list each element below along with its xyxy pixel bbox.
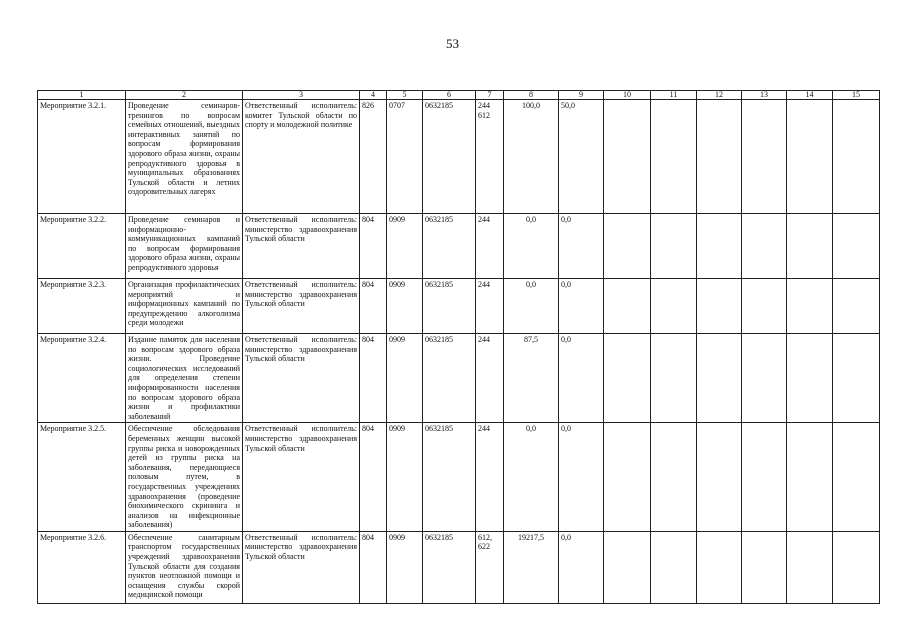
cell-col-9: 0,0 — [559, 334, 604, 423]
cell-col-8: 19217,5 — [504, 531, 559, 603]
cell-col-4: 826 — [360, 100, 387, 214]
cell-col-7: 244 — [476, 214, 504, 279]
cell-col-5: 0909 — [387, 334, 423, 423]
cell-col-6: 0632185 — [423, 334, 476, 423]
cell-col-13 — [742, 214, 787, 279]
column-number: 3 — [243, 91, 360, 100]
cell-col-15 — [833, 279, 880, 334]
activity-executor: Ответственный исполнитель: министерство здравоохранения Тульской области — [243, 531, 360, 603]
activity-id: Мероприятие 3.2.5. — [38, 423, 126, 532]
column-number: 5 — [387, 91, 423, 100]
cell-col-8: 100,0 — [504, 100, 559, 214]
page-number: 53 — [446, 36, 459, 51]
cell-col-7: 244 — [476, 279, 504, 334]
column-number: 15 — [833, 91, 880, 100]
cell-col-7: 244 — [476, 423, 504, 532]
cell-col-11 — [651, 279, 697, 334]
activity-executor: Ответственный исполнитель: министерство здравоохранения Тульской области — [243, 279, 360, 334]
cell-col-10 — [604, 423, 651, 532]
cell-col-4: 804 — [360, 279, 387, 334]
cell-col-5: 0909 — [387, 279, 423, 334]
column-number: 8 — [504, 91, 559, 100]
column-number: 6 — [423, 91, 476, 100]
column-number: 12 — [697, 91, 742, 100]
activity-id: Мероприятие 3.2.6. — [38, 531, 126, 603]
cell-col-10 — [604, 214, 651, 279]
cell-col-7: 244 612 — [476, 100, 504, 214]
cell-col-10 — [604, 279, 651, 334]
column-number: 7 — [476, 91, 504, 100]
cell-col-9: 50,0 — [559, 100, 604, 214]
column-number: 2 — [126, 91, 243, 100]
column-number: 9 — [559, 91, 604, 100]
cell-col-5: 0707 — [387, 100, 423, 214]
activity-executor: Ответственный исполнитель: комитет Тульской области по спорту и молодежной политике — [243, 100, 360, 214]
cell-col-13 — [742, 100, 787, 214]
cell-col-12 — [697, 531, 742, 603]
cell-col-11 — [651, 531, 697, 603]
table-row — [38, 334, 880, 423]
cell-col-15 — [833, 100, 880, 214]
column-number: 11 — [651, 91, 697, 100]
column-number: 4 — [360, 91, 387, 100]
activity-executor: Ответственный исполнитель: министерство здравоохранения Тульской области — [243, 214, 360, 279]
cell-col-15 — [833, 214, 880, 279]
table-row — [38, 279, 880, 334]
column-number-row — [38, 91, 880, 100]
activity-name: Издание памяток для населения по вопросам здорового образа жизни. Проведение социологических исследований для определения степени информированности населения по вопросам здорового образа жизни и профилактики заболеваний — [126, 334, 243, 423]
cell-col-8: 0,0 — [504, 279, 559, 334]
column-number: 14 — [787, 91, 833, 100]
activity-id: Мероприятие 3.2.1. — [38, 100, 126, 214]
cell-col-5: 0909 — [387, 423, 423, 532]
cell-col-7: 612, 622 — [476, 531, 504, 603]
cell-col-4: 804 — [360, 531, 387, 603]
cell-col-5: 0909 — [387, 214, 423, 279]
cell-col-8: 0,0 — [504, 214, 559, 279]
cell-col-6: 0632185 — [423, 423, 476, 532]
cell-col-11 — [651, 214, 697, 279]
cell-col-9: 0,0 — [559, 423, 604, 532]
cell-col-14 — [787, 531, 833, 603]
cell-col-13 — [742, 279, 787, 334]
cell-col-9: 0,0 — [559, 531, 604, 603]
cell-col-9: 0,0 — [559, 279, 604, 334]
activity-executor: Ответственный исполнитель: министерство здравоохранения Тульской области — [243, 423, 360, 532]
cell-col-10 — [604, 334, 651, 423]
activity-name: Обеспечение санитарным транспортом государственных учреждений здравоохранения Тульской области для создания пунктов неотложной помощи и оснащения службы скорой медицинской помощи — [126, 531, 243, 603]
cell-col-6: 0632185 — [423, 279, 476, 334]
column-number: 1 — [38, 91, 126, 100]
activity-id: Мероприятие 3.2.2. — [38, 214, 126, 279]
cell-col-15 — [833, 531, 880, 603]
column-number: 10 — [604, 91, 651, 100]
table-row — [38, 531, 880, 603]
activity-name: Организация профилактических мероприятий и информационных кампаний по предупреждению алкоголизма среди молодежи — [126, 279, 243, 334]
cell-col-13 — [742, 334, 787, 423]
cell-col-12 — [697, 279, 742, 334]
activity-name: Проведение семинаров-тренингов по вопросам семейных отношений, выездных интерактивных занятий по вопросам формирования здорового образа жизни, охраны репродуктивного здоровья в муниципальных образованиях Тульской области и летних оздоровительных лагерях — [126, 100, 243, 214]
cell-col-13 — [742, 531, 787, 603]
cell-col-8: 0,0 — [504, 423, 559, 532]
cell-col-10 — [604, 100, 651, 214]
cell-col-14 — [787, 279, 833, 334]
cell-col-14 — [787, 100, 833, 214]
cell-col-6: 0632185 — [423, 214, 476, 279]
cell-col-12 — [697, 423, 742, 532]
program-activities-table — [37, 90, 880, 604]
cell-col-6: 0632185 — [423, 531, 476, 603]
cell-col-11 — [651, 423, 697, 532]
cell-col-11 — [651, 334, 697, 423]
activity-id: Мероприятие 3.2.3. — [38, 279, 126, 334]
cell-col-4: 804 — [360, 334, 387, 423]
activity-id: Мероприятие 3.2.4. — [38, 334, 126, 423]
table-row — [38, 214, 880, 279]
cell-col-14 — [787, 423, 833, 532]
cell-col-13 — [742, 423, 787, 532]
cell-col-5: 0909 — [387, 531, 423, 603]
table-row — [38, 423, 880, 532]
cell-col-12 — [697, 334, 742, 423]
activity-name: Проведение семинаров и информационно-коммуникационных кампаний по вопросам формирования здорового образа жизни, охраны репродуктивного здоровья — [126, 214, 243, 279]
cell-col-7: 244 — [476, 334, 504, 423]
cell-col-10 — [604, 531, 651, 603]
table-row — [38, 100, 880, 214]
cell-col-12 — [697, 100, 742, 214]
cell-col-4: 804 — [360, 214, 387, 279]
cell-col-14 — [787, 334, 833, 423]
cell-col-9: 0,0 — [559, 214, 604, 279]
cell-col-15 — [833, 423, 880, 532]
column-number: 13 — [742, 91, 787, 100]
cell-col-12 — [697, 214, 742, 279]
cell-col-11 — [651, 100, 697, 214]
cell-col-14 — [787, 214, 833, 279]
cell-col-15 — [833, 334, 880, 423]
activity-executor: Ответственный исполнитель: министерство здравоохранения Тульской области — [243, 334, 360, 423]
activity-name: Обеспечение обследования беременных женщин высокой группы риска и новорожденных детей из группы риска на заболевания, передающиеся половым путем, в государственных учреждениях здравоохранения (проведение биохимического скрининга и анализов на инфекционные заболевания) — [126, 423, 243, 532]
cell-col-6: 0632185 — [423, 100, 476, 214]
cell-col-8: 87,5 — [504, 334, 559, 423]
cell-col-4: 804 — [360, 423, 387, 532]
